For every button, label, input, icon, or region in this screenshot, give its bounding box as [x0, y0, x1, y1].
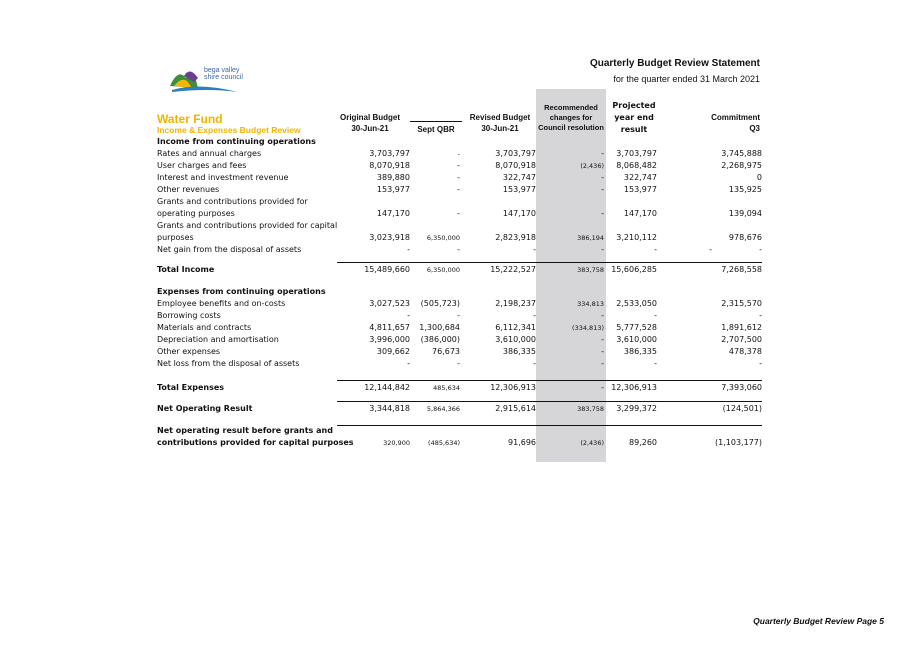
- cell-rc: -: [601, 359, 604, 368]
- row-label: Other expenses: [157, 347, 221, 356]
- cell-cm: 2,707,500: [721, 335, 762, 344]
- cell-ob: 389,880: [376, 173, 410, 182]
- cell-ob: 4,811,657: [369, 323, 410, 332]
- cell-cm: 3,745,888: [721, 149, 762, 158]
- cell-sq: (505,723): [420, 299, 460, 308]
- table-row: [157, 232, 762, 244]
- cell-rc: -: [601, 311, 604, 320]
- table-row: [157, 425, 762, 437]
- row-label: Net gain from the disposal of assets: [157, 245, 302, 254]
- row-label: Rates and annual charges: [157, 149, 262, 158]
- table-row: [157, 136, 762, 148]
- fund-subtitle: Income & Expenses Budget Review: [157, 125, 301, 135]
- cell-ob: 147,170: [376, 209, 410, 218]
- cell-sq: (485,634): [428, 439, 460, 447]
- cell-ob: 3,344,818: [369, 404, 410, 413]
- row-label: Net Operating Result: [157, 404, 253, 413]
- row-label: Income from continuing operations: [157, 137, 316, 146]
- cell-rc: (2,436): [580, 439, 604, 447]
- net-operating-rule: [337, 401, 762, 402]
- table-row: [157, 160, 762, 172]
- table-row: [157, 264, 762, 276]
- net-before-grants-rule: [337, 425, 762, 426]
- cell-rb: 8,070,918: [495, 161, 536, 170]
- cell-sq: -: [457, 173, 460, 182]
- table-row: [157, 208, 762, 220]
- cell-pr: 147,170: [623, 209, 657, 218]
- table-row: [157, 286, 762, 298]
- cell-rc: 383,758: [577, 405, 604, 413]
- row-label: Interest and investment revenue: [157, 173, 289, 182]
- cell-pr: 3,610,000: [616, 335, 657, 344]
- cell-rc: -: [601, 185, 604, 194]
- cell-cm: 978,676: [728, 233, 762, 242]
- row-label: Total Income: [157, 265, 215, 274]
- cell-sq: -: [457, 209, 460, 218]
- cell-rc: -: [601, 173, 604, 182]
- cell-rc: -: [601, 245, 604, 254]
- cell-ob: 320,900: [383, 439, 410, 447]
- table-row: [157, 310, 762, 322]
- cell-rb: 2,198,237: [495, 299, 536, 308]
- cell-ob: 3,703,797: [369, 149, 410, 158]
- cell-cm: 139,094: [728, 209, 762, 218]
- row-label: contributions provided for capital purposes: [157, 438, 354, 447]
- cell-ob: -: [407, 359, 410, 368]
- cell-rc: 383,758: [577, 266, 604, 274]
- cell-sq: 1,300,684: [419, 323, 460, 332]
- cell-pr: -: [654, 359, 657, 368]
- row-label: Grants and contributions provided for: [157, 197, 308, 206]
- cell-sq: 5,864,366: [426, 405, 460, 413]
- cell-rc: (334,813): [572, 324, 604, 332]
- cell-sq: 6,350,000: [426, 266, 460, 274]
- cell-cm: 2,315,570: [721, 299, 762, 308]
- table-row: [157, 172, 762, 184]
- cell-rb: 2,823,918: [495, 233, 536, 242]
- cell-rb: 153,977: [502, 185, 536, 194]
- row-label: Borrowing costs: [157, 311, 221, 320]
- page-footer: Quarterly Budget Review Page 5: [753, 616, 884, 626]
- cell-sq: -: [457, 245, 460, 254]
- cell-cm: -: [759, 245, 762, 254]
- cell-rb: 15,222,527: [490, 265, 536, 274]
- cell-ob: -: [407, 311, 410, 320]
- cell-cm: -: [759, 311, 762, 320]
- fund-title: Water Fund: [157, 112, 223, 126]
- table-row: [157, 148, 762, 160]
- cell-ob: 12,144,842: [364, 383, 410, 392]
- cell-ob: 3,027,523: [369, 299, 410, 308]
- cell-cm: 7,393,060: [721, 383, 762, 392]
- row-label: Other revenues: [157, 185, 220, 194]
- cell-ob: 3,996,000: [369, 335, 410, 344]
- row-label: User charges and fees: [157, 161, 247, 170]
- cell-cm: 478,378: [728, 347, 762, 356]
- cell-pr: -: [654, 245, 657, 254]
- cell-pr: -: [654, 311, 657, 320]
- row-label: Net loss from the disposal of assets: [157, 359, 300, 368]
- cell-ob: 309,662: [376, 347, 410, 356]
- cell-pr: 89,260: [629, 438, 657, 447]
- total-expenses-rule: [337, 380, 762, 381]
- table-row: [157, 322, 762, 334]
- cell-cm: -: [759, 359, 762, 368]
- cell-sq: 76,673: [432, 347, 460, 356]
- table-row: [157, 298, 762, 310]
- cell-ob: 153,977: [376, 185, 410, 194]
- cell-cm: (124,501): [722, 404, 762, 413]
- cell-ob: 3,023,918: [369, 233, 410, 242]
- col-header-recommended-changes: Recommended changes for Council resolution: [538, 103, 604, 132]
- cell-pr: 322,747: [623, 173, 657, 182]
- table-row: [157, 196, 762, 208]
- cell-rc: -: [601, 383, 604, 392]
- cell-ob: 15,489,660: [364, 265, 410, 274]
- table-row: [157, 220, 762, 232]
- col-header-sept-qbr: Sept QBR: [417, 125, 455, 134]
- cell-pr: 3,703,797: [616, 149, 657, 158]
- table-row: [157, 403, 762, 415]
- cell-rb: 6,112,341: [495, 323, 536, 332]
- cell-rc: 334,813: [577, 300, 604, 308]
- cell-cm: 2,268,975: [721, 161, 762, 170]
- sept-qbr-rule: [410, 121, 462, 122]
- cell-sq: -: [457, 150, 460, 158]
- cell-sq: -: [457, 359, 460, 368]
- cell-pr: 5,777,528: [616, 323, 657, 332]
- cell-rc: (2,436): [580, 162, 604, 170]
- cell-cm: 1,891,612: [721, 323, 762, 332]
- row-label: purposes: [157, 233, 194, 242]
- cell-pr: 153,977: [623, 185, 657, 194]
- cell-rc: -: [601, 149, 604, 158]
- cell-rc: -: [601, 347, 604, 356]
- row-label: operating purposes: [157, 209, 235, 218]
- table-row: [157, 358, 762, 370]
- cell-rb: 322,747: [502, 173, 536, 182]
- cell-rb: 386,335: [502, 347, 536, 356]
- cell-pr: 2,533,050: [616, 299, 657, 308]
- cell-rb: 3,610,000: [495, 335, 536, 344]
- row-label: Grants and contributions provided for capital: [157, 221, 338, 230]
- cell-cm: 135,925: [728, 185, 762, 194]
- cell-sq: (386,000): [420, 335, 460, 344]
- cell-rb: 91,696: [508, 438, 536, 447]
- table-row: [157, 437, 762, 449]
- cell-cm: (1,103,177): [715, 438, 762, 447]
- cell-sq: -: [457, 311, 460, 320]
- cell-rb: -: [533, 311, 536, 320]
- cell-rb: 147,170: [502, 209, 536, 218]
- cell-rb: 2,915,614: [495, 404, 536, 413]
- cell-pr: 386,335: [623, 347, 657, 356]
- cell-pr: 15,606,285: [611, 265, 657, 274]
- col-header-commitment: Commitment Q3: [711, 113, 760, 133]
- cell-rb: 3,703,797: [495, 149, 536, 158]
- row-label: Net operating result before grants and: [157, 426, 333, 435]
- table-row: [157, 184, 762, 196]
- cell-pr: 8,068,482: [616, 161, 657, 170]
- cell-rc: -: [601, 335, 604, 344]
- cell-pr: 12,306,913: [611, 383, 657, 392]
- logo-text: bega valley shire council: [204, 67, 243, 81]
- col-header-revised-budget: Revised Budget 30-Jun-21: [469, 113, 531, 133]
- cell-cm: 7,268,558: [721, 265, 762, 274]
- statement-subtitle: for the quarter ended 31 March 2021: [613, 74, 760, 84]
- cell-pr: 3,210,112: [616, 233, 657, 242]
- cell-extra: -: [709, 245, 712, 254]
- col-header-original-budget: Original Budget 30-Jun-21: [340, 113, 400, 133]
- table-row: [157, 382, 762, 394]
- cell-rc: 386,194: [577, 234, 604, 242]
- col-header-projected-result: Projected year end result: [612, 101, 656, 134]
- row-label: Total Expenses: [157, 383, 225, 392]
- cell-sq: -: [457, 161, 460, 170]
- statement-title: Quarterly Budget Review Statement: [589, 58, 760, 69]
- row-label: Employee benefits and on-costs: [157, 299, 286, 308]
- total-income-rule: [337, 262, 762, 263]
- cell-rb: 12,306,913: [490, 383, 536, 392]
- cell-ob: 8,070,918: [369, 161, 410, 170]
- cell-rb: -: [533, 359, 536, 368]
- cell-cm: 0: [756, 173, 762, 182]
- cell-pr: 3,299,372: [616, 404, 657, 413]
- table-row: [157, 346, 762, 358]
- row-label: Depreciation and amortisation: [157, 335, 279, 344]
- row-label: Expenses from continuing operations: [157, 287, 326, 296]
- cell-sq: 485,634: [433, 384, 460, 392]
- cell-ob: -: [407, 245, 410, 254]
- table-row: [157, 244, 762, 256]
- cell-sq: -: [457, 185, 460, 194]
- cell-sq: 6,350,000: [426, 234, 460, 242]
- row-label: Materials and contracts: [157, 323, 252, 332]
- cell-rc: -: [601, 209, 604, 218]
- cell-rb: -: [533, 245, 536, 254]
- table-row: [157, 334, 762, 346]
